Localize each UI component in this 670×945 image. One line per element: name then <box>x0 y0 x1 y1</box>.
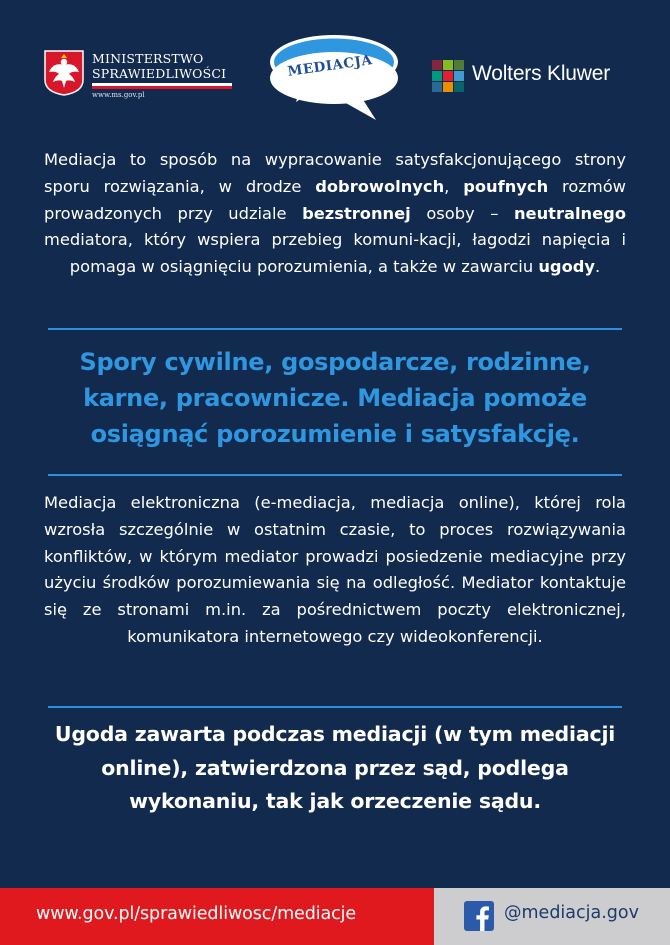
polish-eagle-emblem-icon <box>44 50 84 96</box>
header <box>0 0 670 135</box>
intro-text-1: Mediacja to sposób na wypracowanie satysfakcjonującego strony sporu rozwiązania, w drodze <box>44 150 626 196</box>
emediation-paragraph: Mediacja elektroniczna (e-mediacja, mediacja online), której rola wzrosła szczególnie w ostatnim czasie, to proces rozwiązywania konfliktów, w którym mediator prowadzi posiedzenie mediacyjne przy użyciu środków porozumiewania się na odległość. Mediator kontaktuje się ze stronami m.in. za pośrednictwem poczty elektronicznej, komunikatora internetowego czy wideokonferencji. <box>44 493 626 646</box>
flag-stripe-red <box>92 86 232 89</box>
facebook-icon[interactable] <box>464 901 494 931</box>
intro-text-6: . <box>595 257 601 277</box>
intro-text-3: rozmów prowadzonych przy udziale <box>44 176 626 223</box>
ministry-title-line1: MINISTERSTWO <box>92 51 204 66</box>
intro-text-4: osoby – <box>410 203 514 223</box>
ministry-title-line2: SPRAWIEDLIWOŚCI <box>92 66 227 81</box>
closing-statement: Ugoda zawarta podczas mediacji (w tym mediacji online), zatwierdzona przez sąd, podlega wykonaniu, tak jak orzeczenie sądu. <box>54 722 616 813</box>
wolters-kluwer-logo <box>432 60 632 94</box>
intro-bold-1: dobrowolnych <box>315 176 445 196</box>
wolters-kluwer-mark-icon <box>432 60 464 92</box>
divider <box>48 706 622 708</box>
footer-url-link[interactable]: www.gov.pl/sprawiedliwosc/mediacje <box>36 904 357 924</box>
footer-url-bar <box>0 888 434 945</box>
intro-paragraph <box>44 147 626 281</box>
intro-bold-4: neutralnego <box>513 203 627 223</box>
divider <box>48 328 622 330</box>
ministry-logo <box>44 50 244 100</box>
divider <box>48 474 622 476</box>
intro-bold-5: ugody <box>538 257 596 277</box>
intro-text-5: mediatora, który wspiera przebieg komuni-kacji, łagodzi napięcia i pomaga w osiągnięciu porozumienia, a także w zawarciu <box>44 230 626 277</box>
footer-facebook-bar <box>434 888 670 945</box>
facebook-handle-link[interactable]: @mediacja.gov <box>504 903 639 923</box>
ministry-url: www.ms.gov.pl <box>92 91 145 99</box>
intro-bold-3: bezstronnej <box>302 203 411 223</box>
intro-bold-2: poufnych <box>463 176 549 196</box>
intro-text-2: , <box>444 176 464 196</box>
mediacja-logo-text: MEDIACJA <box>286 52 374 80</box>
partner-name: Wolters Kluwer <box>472 62 611 85</box>
headline: Spory cywilne, gospodarcze, rodzinne, karne, pracownicze. Mediacja pomoże osiągnąć porozumienie i satysfakcję. <box>79 348 591 448</box>
mediacja-logo <box>262 32 412 124</box>
